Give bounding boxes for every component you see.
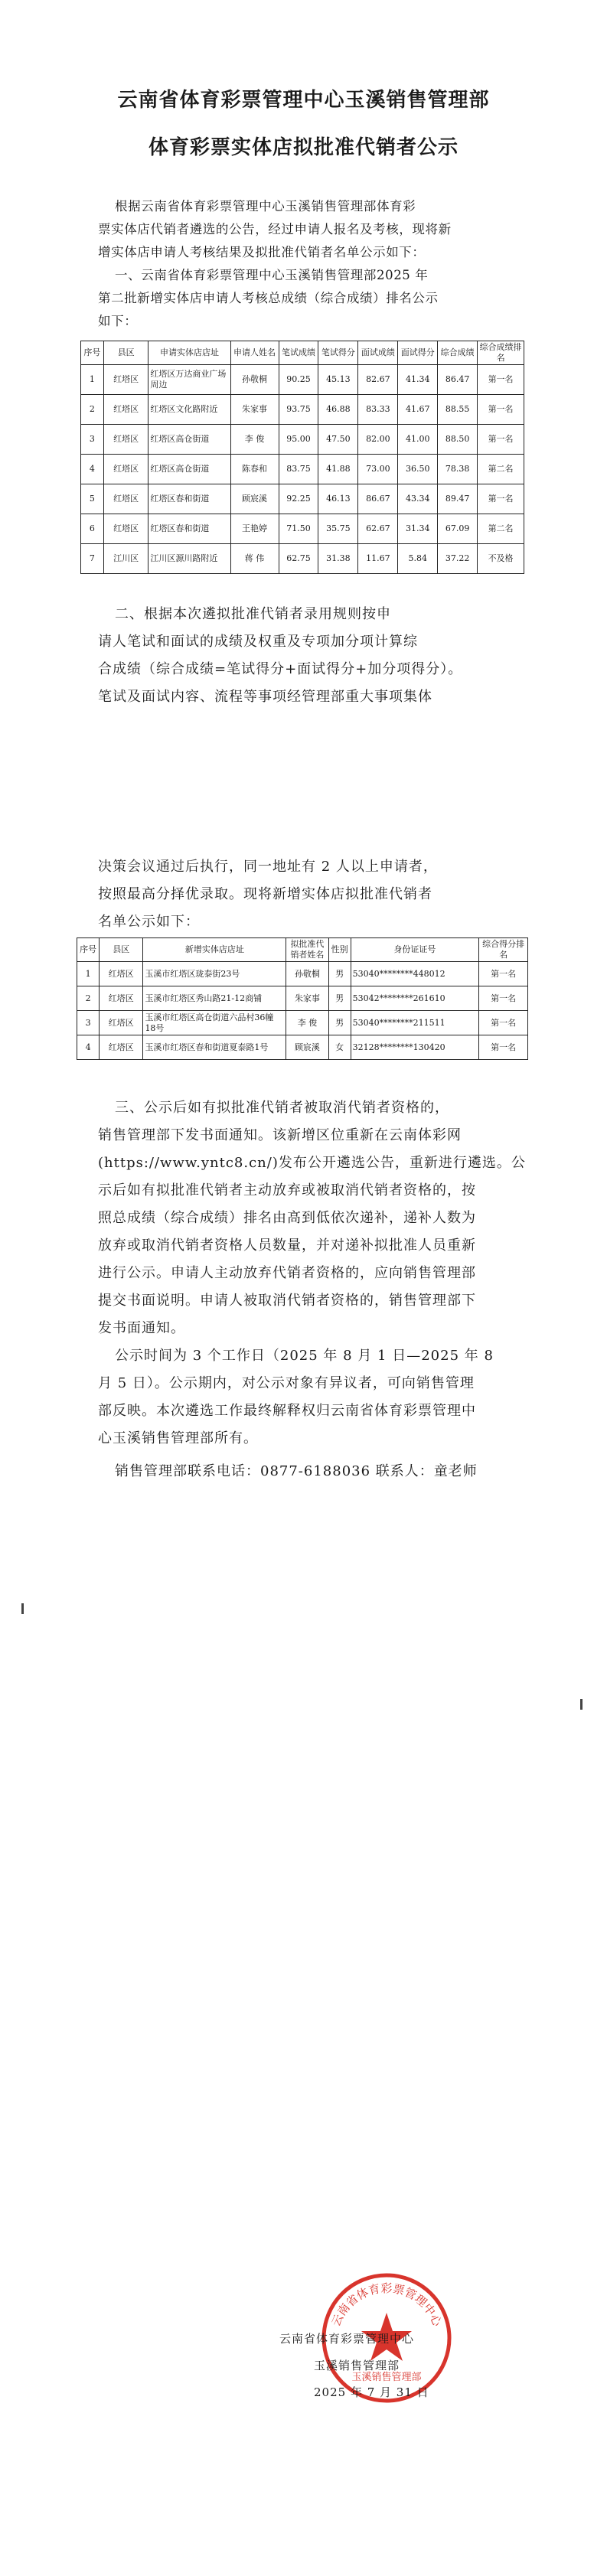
intro-line: 票实体店代销者遴选的公告，经过申请人报名及考核，现将新: [98, 222, 452, 236]
table-cell: 第一名: [478, 425, 524, 455]
section2-line: 决策会议通过后执行，同一地址有 2 人以上申请者，: [98, 859, 438, 875]
section2-line: 二、根据本次遴拟批准代销者录用规则按申: [115, 606, 391, 622]
table-cell: 46.13: [318, 484, 358, 514]
table-cell: 93.75: [279, 395, 318, 425]
section3-line: 部反映。本次遴选工作最终解释权归云南省体育彩票管理中: [98, 1403, 476, 1419]
contact-line: 销售管理部联系电话：0877-6188036 联系人：童老师: [115, 1463, 478, 1479]
header-cell: 县区: [100, 938, 143, 962]
table-cell: 88.50: [438, 425, 478, 455]
section2-line: 按照最高分择优录取。现将新增实体店拟批准代销者: [98, 886, 432, 902]
section3-line: 示后如有拟批准代销者主动放弃或被取消代销者资格的，按: [98, 1182, 476, 1198]
header-cell: 笔试成绩: [279, 341, 318, 365]
table-cell: 82.67: [358, 365, 398, 395]
table-cell: 78.38: [438, 455, 478, 484]
table-cell: 5: [81, 484, 104, 514]
table-cell: 37.22: [438, 544, 478, 574]
table-cell: 红塔区: [100, 1011, 143, 1035]
table-cell: 73.00: [358, 455, 398, 484]
table-cell: 孙敬桐: [230, 365, 279, 395]
header-cell: 县区: [103, 341, 148, 365]
header-cell: 综合成绩排名: [478, 341, 524, 365]
table-cell: 红塔区文化路附近: [148, 395, 230, 425]
table-cell: 45.13: [318, 365, 358, 395]
table-cell: 第一名: [479, 962, 528, 986]
table-cell: 6: [81, 514, 104, 544]
table-cell: 第二名: [478, 455, 524, 484]
table-cell: 朱家事: [286, 986, 328, 1011]
intro-line: 如下：: [98, 314, 138, 328]
intro-line: 一、云南省体育彩票管理中心玉溪销售管理部2025 年: [115, 268, 429, 282]
table-cell: 41.67: [398, 395, 438, 425]
table-cell: 不及格: [478, 544, 524, 574]
table-cell: 第一名: [478, 365, 524, 395]
table-cell: 孙敬桐: [286, 962, 328, 986]
table-cell: 31.34: [398, 514, 438, 544]
table-cell: 红塔区春和街道: [148, 484, 230, 514]
table-row: [81, 425, 524, 455]
table-cell: 男: [328, 1011, 351, 1035]
intro-line: 增实体店申请人考核结果及拟批准代销者名单公示如下：: [98, 245, 426, 259]
section2-line: 请人笔试和面试的成绩及权重及专项加分项计算综: [98, 634, 418, 650]
table-row: [77, 986, 528, 1011]
section3-line: 公示时间为 3 个工作日（2025 年 8 月 1 日—2025 年 8: [115, 1348, 494, 1364]
title-line-1: 云南省体育彩票管理中心玉溪销售管理部: [117, 89, 490, 112]
seal-bottom-text: 玉溪销售管理部: [351, 2372, 422, 2383]
table-row: [77, 1011, 528, 1035]
table-cell: 第一名: [479, 986, 528, 1011]
table-cell: 11.67: [358, 544, 398, 574]
table-cell: 李 俊: [286, 1011, 328, 1035]
table-row: [77, 962, 528, 986]
table-cell: 5.84: [398, 544, 438, 574]
table-cell: 第一名: [479, 1035, 528, 1060]
seal-arc-text: 云南省体育彩票管理中心: [328, 2281, 445, 2329]
table-cell: 红塔区: [103, 484, 148, 514]
table-cell: 男: [328, 986, 351, 1011]
section3-line: 三、公示后如有拟批准代销者被取消代销者资格的，: [115, 1100, 449, 1116]
table-cell: 红塔区万达商业广场周边: [148, 365, 230, 395]
table-cell: 90.25: [279, 365, 318, 395]
section2-line: 名单公示如下：: [98, 914, 200, 930]
table-cell: 36.50: [398, 455, 438, 484]
table-cell: 红塔区春和街道: [148, 514, 230, 544]
table-cell: 53040********448012: [351, 962, 479, 986]
table-cell: 88.55: [438, 395, 478, 425]
section3-line: 发书面通知。: [98, 1320, 185, 1336]
table-row: [77, 1035, 528, 1060]
table-cell: 89.47: [438, 484, 478, 514]
table-cell: 江川区源川路附近: [148, 544, 230, 574]
table-cell: 玉溪市红塔区高仓街道六品村36幢18号: [143, 1011, 286, 1035]
table-row: [81, 514, 524, 544]
section3-line: 放弃或取消代销者资格人员数量，并对递补拟批准人员重新: [98, 1237, 476, 1254]
table-row: [81, 484, 524, 514]
scan-edge-mark: [580, 1699, 583, 1710]
header-cell: 新增实体店店址: [143, 938, 286, 962]
table-cell: 1: [77, 962, 100, 986]
table-cell: 3: [77, 1011, 100, 1035]
table-cell: 46.88: [318, 395, 358, 425]
table-cell: 玉溪市红塔区春和街道夏泰路1号: [143, 1035, 286, 1060]
table-cell: 朱家事: [230, 395, 279, 425]
table-cell: 红塔区高仓街道: [148, 425, 230, 455]
section3-line: 心玉溪销售管理部所有。: [98, 1430, 258, 1446]
table-cell: 2: [81, 395, 104, 425]
signature-org-line-2: 玉溪销售管理部: [314, 2359, 400, 2372]
table-cell: 陈春和: [230, 455, 279, 484]
table-cell: 62.75: [279, 544, 318, 574]
table-cell: 江川区: [103, 544, 148, 574]
table-row: [81, 395, 524, 425]
intro-line: 根据云南省体育彩票管理中心玉溪销售管理部体育彩: [115, 199, 416, 214]
header-cell: 序号: [77, 938, 100, 962]
table-cell: 红塔区: [103, 395, 148, 425]
table-cell: 32128********130420: [351, 1035, 479, 1060]
intro-line: 第二批新增实体店申请人考核总成绩（综合成绩）排名公示: [98, 291, 439, 305]
table-cell: 92.25: [279, 484, 318, 514]
table-cell: 第一名: [478, 395, 524, 425]
table-cell: 女: [328, 1035, 351, 1060]
table-cell: 红塔区: [103, 514, 148, 544]
table-cell: 83.33: [358, 395, 398, 425]
table-cell: 玉溪市红塔区珑泰街23号: [143, 962, 286, 986]
table-cell: 玉溪市红塔区秀山路21-12商铺: [143, 986, 286, 1011]
table-row: [81, 455, 524, 484]
table-cell: 第一名: [479, 1011, 528, 1035]
header-cell: 综合得分排名: [479, 938, 528, 962]
table-cell: 红塔区: [100, 962, 143, 986]
table-cell: 1: [81, 365, 104, 395]
table-cell: 红塔区: [100, 1035, 143, 1060]
table-cell: 红塔区高仓街道: [148, 455, 230, 484]
header-cell: 拟批准代销者姓名: [286, 938, 328, 962]
ranking-table-header: [81, 341, 524, 365]
scan-edge-mark: [21, 1603, 24, 1614]
table-cell: 红塔区: [103, 425, 148, 455]
table-cell: 62.67: [358, 514, 398, 544]
table-cell: 67.09: [438, 514, 478, 544]
header-cell: 性别: [328, 938, 351, 962]
table-cell: 41.34: [398, 365, 438, 395]
table-cell: 4: [77, 1035, 100, 1060]
table-cell: 41.88: [318, 455, 358, 484]
section3-line: 照总成绩（综合成绩）排名由高到低依次递补，递补人数为: [98, 1210, 476, 1226]
table-cell: 王艳婷: [230, 514, 279, 544]
table-cell: 35.75: [318, 514, 358, 544]
section3-line: 提交书面说明。申请人被取消代销者资格的，销售管理部下: [98, 1293, 476, 1309]
table-cell: 红塔区: [103, 365, 148, 395]
section3-line: (https://www.yntc8.cn/)发布公开遴选公告，重新进行遴选。公: [98, 1155, 526, 1171]
header-cell: 申请实体店店址: [148, 341, 230, 365]
table-cell: 71.50: [279, 514, 318, 544]
section3-line: 进行公示。申请人主动放弃代销者资格的，应向销售管理部: [98, 1265, 476, 1281]
table-cell: 86.47: [438, 365, 478, 395]
table-cell: 第一名: [478, 484, 524, 514]
table-cell: 3: [81, 425, 104, 455]
table-row: [81, 544, 524, 574]
table-cell: 顾宸溪: [230, 484, 279, 514]
table-cell: 蒋 伟: [230, 544, 279, 574]
table-cell: 53040********211511: [351, 1011, 479, 1035]
title-line-2: 体育彩票实体店拟批准代销者公示: [148, 136, 459, 159]
signature-date: 2025 年 7 月 31 日: [314, 2385, 429, 2399]
approved-list-table: [77, 937, 528, 1060]
section3-line: 销售管理部下发书面通知。该新增区位重新在云南体彩网: [98, 1127, 462, 1143]
header-cell: 综合成绩: [438, 341, 478, 365]
header-cell: 面试得分: [398, 341, 438, 365]
approved-table-header: [77, 938, 528, 962]
table-cell: 43.34: [398, 484, 438, 514]
header-cell: 面试成绩: [358, 341, 398, 365]
table-cell: 83.75: [279, 455, 318, 484]
section2-line: 笔试及面试内容、流程等事项经管理部重大事项集体: [98, 689, 432, 705]
table-row: [81, 365, 524, 395]
table-cell: 2: [77, 986, 100, 1011]
table-cell: 41.00: [398, 425, 438, 455]
table-cell: 86.67: [358, 484, 398, 514]
signature-org-line-1: 云南省体育彩票管理中心: [279, 2332, 415, 2346]
table-cell: 男: [328, 962, 351, 986]
table-cell: 4: [81, 455, 104, 484]
section3-line: 月 5 日）。公示期内，对公示对象有异议者，可向销售管理: [98, 1375, 475, 1391]
header-cell: 笔试得分: [318, 341, 358, 365]
table-cell: 第二名: [478, 514, 524, 544]
ranking-table: [80, 341, 524, 574]
table-cell: 红塔区: [100, 986, 143, 1011]
header-cell: 申请人姓名: [230, 341, 279, 365]
table-cell: 53042********261610: [351, 986, 479, 1011]
table-cell: 7: [81, 544, 104, 574]
header-cell: 身份证证号: [351, 938, 479, 962]
table-cell: 47.50: [318, 425, 358, 455]
table-cell: 82.00: [358, 425, 398, 455]
table-cell: 红塔区: [103, 455, 148, 484]
table-cell: 95.00: [279, 425, 318, 455]
table-cell: 李 俊: [230, 425, 279, 455]
table-cell: 31.38: [318, 544, 358, 574]
header-cell: 序号: [81, 341, 104, 365]
section2-line: 合成绩（综合成绩=笔试得分+面试得分+加分项得分）。: [98, 661, 463, 677]
table-cell: 顾宸溪: [286, 1035, 328, 1060]
